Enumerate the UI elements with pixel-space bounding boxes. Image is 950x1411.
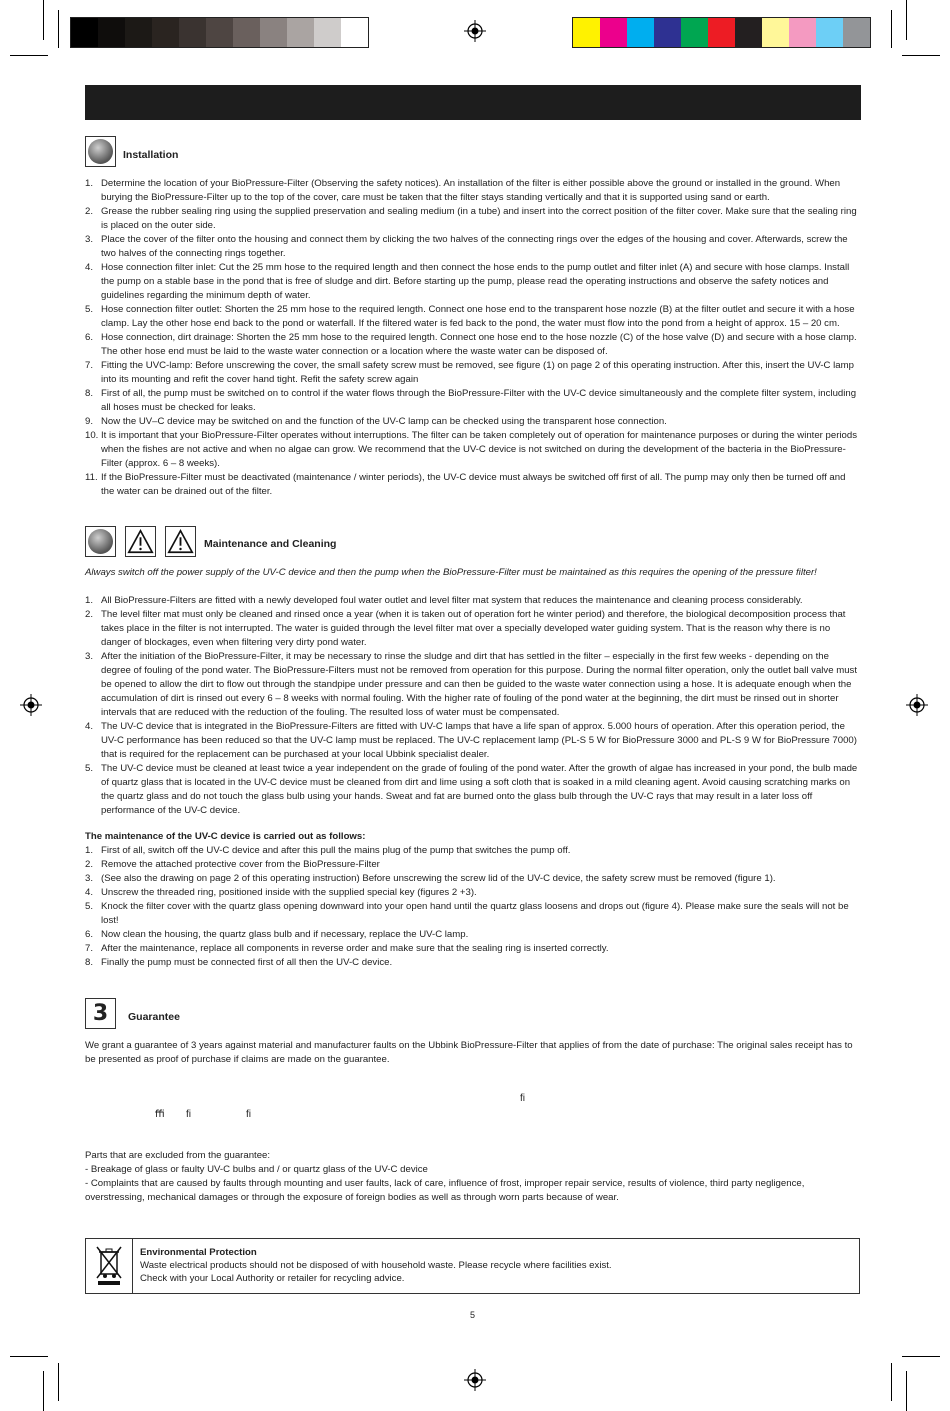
list-item <box>85 471 861 499</box>
color-swatch <box>654 18 681 47</box>
list-number: 11. <box>85 472 98 483</box>
env-line: Check with your Local Authority or retailer for recycling advice. <box>140 1273 405 1284</box>
list-text: Now the UV–C device may be switched on and the function of the UV-C lamp can be checked using the transparent hose connection. <box>101 416 667 427</box>
list-number: 5. <box>85 304 94 315</box>
installation-list <box>85 177 861 499</box>
color-swatch <box>233 18 260 47</box>
list-item <box>85 928 861 942</box>
list-number: 8. <box>85 957 94 968</box>
maintenance-title: Maintenance and Cleaning <box>204 538 337 550</box>
list-number: 4. <box>85 887 94 898</box>
color-swatch <box>314 18 341 47</box>
stray-glyph: ﬁ <box>186 1109 191 1120</box>
list-number: 7. <box>85 943 94 954</box>
list-item <box>85 594 861 608</box>
list-text: Hose connection filter outlet: Shorten the 25 mm hose to the required length. Connect one hose end to the transparent hose nozzle (B) at the filter outlet and secure it with a hose clamp. Lay the other hose end back to the pond or waterfall. If the filtered water is fed back to the pond, the water must flow into the pond from a height of approx. 15 – 20 cm. <box>101 304 855 329</box>
stray-glyph: ﬃ <box>155 1109 165 1120</box>
weee-bin-icon <box>95 1245 123 1287</box>
environment-box <box>85 1238 860 1294</box>
list-number: 7. <box>85 360 94 371</box>
list-number: 3. <box>85 651 94 662</box>
list-text: All BioPressure-Filters are fitted with a newly developed foul water outlet and level filter mat system that reduces the maintenance and cleaning process considerably. <box>101 595 803 606</box>
installation-title: Installation <box>123 149 179 161</box>
list-item <box>85 872 861 886</box>
maintenance-list <box>85 594 861 818</box>
excluded-heading: Parts that are excluded from the guarantee: <box>85 1150 271 1161</box>
env-line: Waste electrical products should not be disposed of with household waste. Please recycle where facilities exist. <box>140 1260 612 1271</box>
list-number: 3. <box>85 234 94 245</box>
uvc-heading: The maintenance of the UV-C device is carried out as follows: <box>85 831 366 842</box>
list-text: The level filter mat must only be cleaned and rinsed once a year (when it is taken out of operation fort he winter period) and therefore, the biological decomposition process that takes place in the filter is not interrupted. The water is guided through the level filter mat over a specially developed water guiding system. That is the reason why there is no danger of blockages, even when filtering very dirty pond water. <box>101 609 846 648</box>
list-item <box>85 261 861 303</box>
tool-icon <box>85 136 116 167</box>
list-text: Determine the location of your BioPressure-Filter (Observing the safety notices). An installation of the filter is either possible above the ground or installed in the ground. When burying the BioPressure-Filter up to the top of the cover, care must be taken that the filter stays standing vertically and that it is supported using sand or earth. <box>101 178 841 203</box>
env-icon-cell <box>86 1239 133 1293</box>
list-text: First of all, switch off the UV-C device and after this pull the mains plug of the pump that switches the pump off. <box>101 845 571 856</box>
color-swatch <box>152 18 179 47</box>
process-color-bar <box>572 17 871 48</box>
list-item <box>85 942 861 956</box>
grayscale-bar <box>70 17 369 48</box>
list-item <box>85 429 861 471</box>
list-number: 4. <box>85 262 94 273</box>
list-text: Remove the attached protective cover from the BioPressure-Filter <box>101 859 380 870</box>
registration-mark-icon <box>464 1369 486 1391</box>
uvc-list <box>85 844 861 970</box>
color-swatch <box>735 18 762 47</box>
list-number: 5. <box>85 763 94 774</box>
color-swatch <box>762 18 789 47</box>
list-item <box>85 608 861 650</box>
color-swatch <box>71 18 98 47</box>
color-swatch <box>816 18 843 47</box>
header-bar <box>85 85 861 120</box>
registration-mark-icon <box>20 694 42 716</box>
stray-glyph: ﬁ <box>246 1109 251 1120</box>
list-number: 1. <box>85 845 94 856</box>
registration-mark-icon <box>906 694 928 716</box>
page-number: 5 <box>470 1310 476 1320</box>
list-item <box>85 844 861 858</box>
list-text: Knock the filter cover with the quartz glass opening downward into your open hand until the quartz glass loosens and drops out (figure 4). Please make sure the seals will not be lost! <box>101 901 849 926</box>
color-swatch <box>708 18 735 47</box>
list-text: After the initiation of the BioPressure-Filter, it may be necessary to rinse the sludge and dirt that has settled in the filter – especially in the first few weeks - depending on the degree of fouling of the pond water. The BioPressure-Filters must not be removed from operation for this purpose. During the normal filter operation, only the outlet ball valve must be opened to allow the dirt to flow out through the standpipe under pressure and can then be guided to the waste water connection using a hose. It is adequate enough when the accumulation of dirt is rinsed out every 6 – 8 weeks with normal fouling. With the higher rate of fouling of the pond water at the beginning, the dirt must be rinsed out in shorter intervals that are reduced with the reduction of the fouling. The resulted loss of water must be compensated. <box>101 651 857 718</box>
list-number: 2. <box>85 859 94 870</box>
list-text: Hose connection, dirt drainage: Shorten the 25 mm hose to the required length. Connect one hose end to the hose nozzle (C) of the hose valve (D) and secure with a hose clamp. The other hose end must be laid to the waste water connection or a location where the waste water can be disposed of. <box>101 332 857 357</box>
color-swatch <box>206 18 233 47</box>
list-number: 5. <box>85 901 94 912</box>
section-number: 3 <box>85 998 116 1029</box>
list-item <box>85 303 861 331</box>
list-item <box>85 956 861 970</box>
list-number: 8. <box>85 388 94 399</box>
color-swatch <box>287 18 314 47</box>
warning-icon <box>125 526 156 557</box>
stray-glyph: ﬁ <box>520 1093 525 1104</box>
excluded-item: - Breakage of glass or faulty UV-C bulbs and / or quartz glass of the UV-C device <box>85 1164 428 1175</box>
color-swatch <box>627 18 654 47</box>
list-number: 6. <box>85 929 94 940</box>
list-item <box>85 858 861 872</box>
list-text: Finally the pump must be connected first of all then the UV-C device. <box>101 957 393 968</box>
list-number: 1. <box>85 595 94 606</box>
warning-icon <box>165 526 196 557</box>
list-item <box>85 359 861 387</box>
list-item <box>85 762 861 818</box>
list-text: The UV-C device must be cleaned at least twice a year independent on the grade of fouling of the pond water. After the growth of algae has increased in your pond, the bulb made of quartz glass that is located in the UV-C device must be cleaned from dirt and lime using a soft cloth that is soaked in a mild cleaning agent. Avoid causing scratching marks on the quartz glass and do not touch the glass bulb using your hands. Sweat and fat are burned onto the glass bulb through the UV-C rays that may result in a later loss off performance of the UV-C device. <box>101 763 858 816</box>
list-number: 3. <box>85 873 94 884</box>
list-number: 1. <box>85 178 94 189</box>
list-number: 9. <box>85 416 94 427</box>
list-text: Unscrew the threaded ring, positioned inside with the supplied special key (figures 2 +3). <box>101 887 477 898</box>
color-swatch <box>179 18 206 47</box>
list-text: Hose connection filter inlet: Cut the 25 mm hose to the required length and then connect the hose ends to the pump outlet and filter inlet (A) and secure with hose clamps. Install the pump on a stable base in the pond that is free of sludge and dirt. Before starting up the pump, please read the operating instructions and observe the safety notices and guidelines regarding the minimum depth of water. <box>101 262 850 301</box>
list-number: 6. <box>85 332 94 343</box>
excluded-item: - Complaints that are caused by faults through mounting and user faults, lack of care, influence of frost, improper repair service, results of violence, third party negligence, overstressing, mechanical damages or through the exposure of foreign bodies as well as through worn parts because of wear. <box>85 1178 805 1203</box>
color-swatch <box>843 18 870 47</box>
list-item <box>85 387 861 415</box>
list-text: Grease the rubber sealing ring using the supplied preservation and sealing medium (in a tube) and insert into the correct position of the filter cover. Make sure that the sealing ring is placed on the outer side. <box>101 206 857 231</box>
color-swatch <box>98 18 125 47</box>
list-number: 2. <box>85 609 94 620</box>
color-swatch <box>573 18 600 47</box>
list-text: Fitting the UVC-lamp: Before unscrewing the cover, the small safety screw must be removed, see figure (1) on page 2 of this operating instruction. After this, insert the UV-C lamp into its mounting and refit the cover hand tight. Refit the safety screw again <box>101 360 854 385</box>
list-text: After the maintenance, replace all components in reverse order and make sure that the sealing ring is inserted correctly. <box>101 943 609 954</box>
guarantee-title: Guarantee <box>128 1011 180 1023</box>
list-number: 2. <box>85 206 94 217</box>
list-item <box>85 415 861 429</box>
color-swatch <box>600 18 627 47</box>
list-number: 10. <box>85 430 99 441</box>
list-item <box>85 177 861 205</box>
list-text: It is important that your BioPressure-Filter operates without interruptions. The filter can be taken completely out of operation for maintenance purposes or during the winter periods when the fishes are not active and when no algae can grow. We recommend that the UV-C device is not switched on during the development of the bacteria in the BioPressure-Filter (approx. 6 – 8 weeks). <box>101 430 857 469</box>
registration-mark-icon <box>464 20 486 42</box>
color-swatch <box>260 18 287 47</box>
list-item <box>85 900 861 928</box>
list-text: First of all, the pump must be switched on to control if the water flows through the BioPressure-Filter with the UV-C device simultaneously and the complete filter system, including all hoses must be checked for leaks. <box>101 388 857 413</box>
list-item <box>85 720 861 762</box>
list-text: (See also the drawing on page 2 of this operating instruction) Before unscrewing the screw lid of the UV-C device, the safety screw must be removed (figure 1). <box>101 873 776 884</box>
tool-icon <box>85 526 116 557</box>
list-item <box>85 650 861 720</box>
list-number: 4. <box>85 721 94 732</box>
list-item <box>85 331 861 359</box>
env-title: Environmental Protection <box>140 1247 257 1258</box>
list-text: If the BioPressure-Filter must be deactivated (maintenance / winter periods), the UV-C device must always be switched off first of all. The pump may only then be turned off and the water can be drained out of the filter. <box>101 472 846 497</box>
color-swatch <box>789 18 816 47</box>
color-swatch <box>681 18 708 47</box>
list-text: Now clean the housing, the quartz glass bulb and if necessary, replace the UV-C lamp. <box>101 929 469 940</box>
list-item <box>85 205 861 233</box>
list-item <box>85 886 861 900</box>
guarantee-text: We grant a guarantee of 3 years against material and manufacturer faults on the Ubbink BioPressure-Filter that applies of from the date of purchase: The original sales receipt has to be presented as proof of purchase if claims are made on the guarantee. <box>85 1040 853 1065</box>
color-swatch <box>341 18 368 47</box>
color-swatch <box>125 18 152 47</box>
list-text: The UV-C device that is integrated in the BioPressure-Filters are fitted with UV-C lamps that have a life span of approx. 5.000 hours of operation. After this operation period, the UV-C performance has been reduced so that the UV-C lamp must be replaced. The UV-C replacement lamp (PL-S 5 W for BioPressure 3000 and PL-S 9 W for BioPressure 7000) that is required for the replacement can be purchased at your local Ubbink specialist dealer. <box>101 721 857 760</box>
maintenance-warning: Always switch off the power supply of the UV-C device and then the pump when the BioPressure-Filter must be maintained as this requires the opening of the pressure filter! <box>85 567 817 578</box>
list-text: Place the cover of the filter onto the housing and connect them by clicking the two halves of the connecting rings over the edges of the housing and cover. Afterwards, screw the two halves of the connecting rings together. <box>101 234 848 259</box>
list-item <box>85 233 861 261</box>
